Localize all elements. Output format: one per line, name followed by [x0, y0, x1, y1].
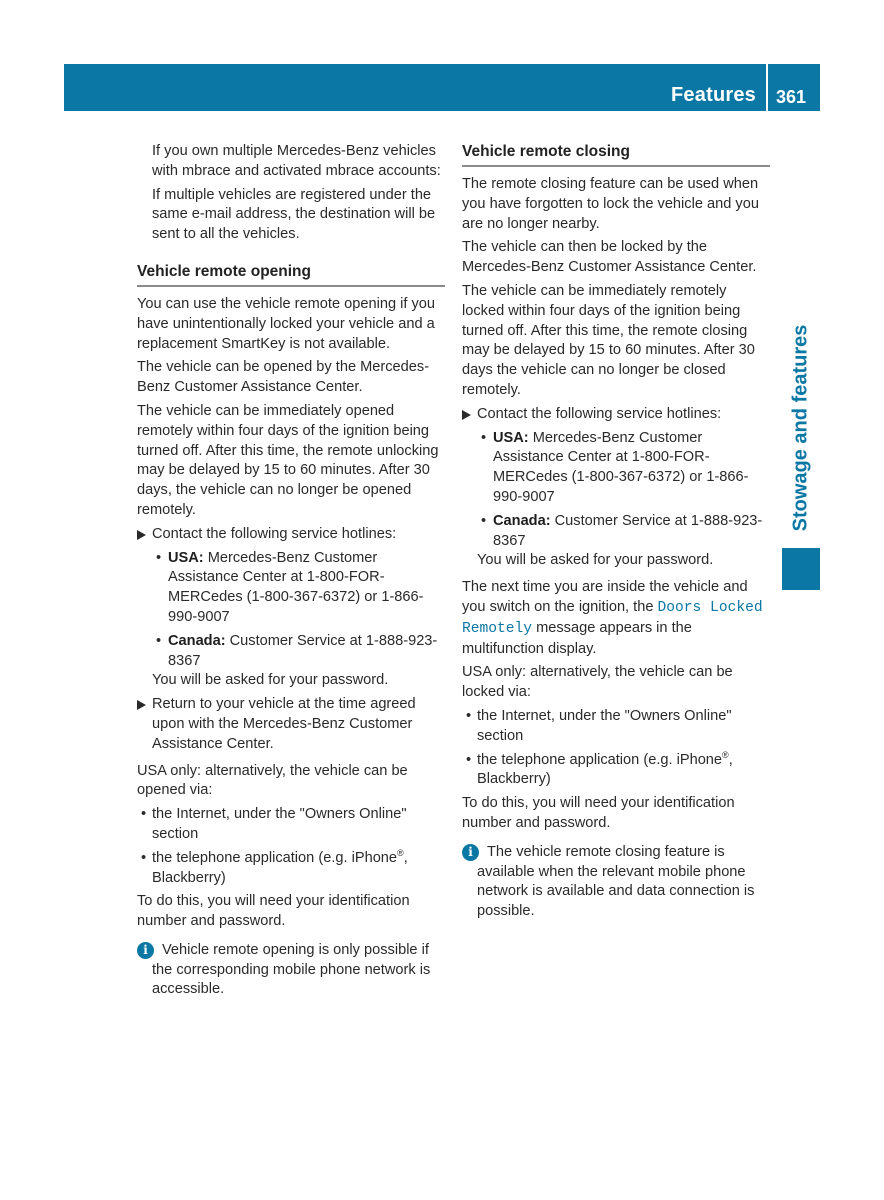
step-text: Contact the following service hotlines: — [152, 525, 397, 542]
hotline-label: USA: — [168, 549, 204, 566]
section-heading-remote-closing: Vehicle remote closing — [462, 142, 770, 167]
info-note-text: The vehicle remote closing feature is available when the relevant mobile phone network is available and data connection is possible. — [477, 843, 755, 920]
chapter-tab-marker — [782, 548, 820, 590]
alt-method-text: , Blackberry) — [152, 849, 408, 886]
info-note — [137, 941, 445, 1000]
alt-method-item — [462, 751, 770, 791]
chapter-tab-label: Stowage and features — [789, 324, 812, 532]
bullet-icon: • — [481, 512, 487, 529]
alt-method-text: the Internet, under the "Owners Online" section — [152, 806, 407, 842]
hotline-item — [137, 632, 445, 672]
paragraph: The remote closing feature can be used when you have forgotten to lock the vehicle and you are no longer nearby. — [462, 176, 759, 232]
paragraph: The vehicle can be opened by the Mercedes-Benz Customer Assistance Center. — [137, 359, 430, 396]
paragraph: The vehicle can then be locked by the Mercedes-Benz Customer Assistance Center. — [462, 239, 757, 276]
alt-method-text: the Internet, under the "Owners Online" section — [477, 707, 732, 744]
info-note-text: Vehicle remote opening is only possible if the corresponding mobile phone network is accessible. — [152, 941, 431, 998]
instruction-step — [137, 525, 445, 545]
registered-mark: ® — [397, 847, 404, 858]
instruction-step — [462, 405, 770, 425]
paragraph: You can use the vehicle remote opening if you have unintentionally locked your vehicle and a replacement SmartKey is not available. — [137, 295, 436, 352]
step-arrow-icon — [462, 410, 471, 420]
info-note — [462, 843, 770, 922]
registered-mark: ® — [722, 749, 729, 760]
hotline-item — [462, 512, 770, 552]
hotline-text: Customer Service at 1-888-923-8367 — [493, 512, 763, 549]
hotline-label: Canada: — [493, 512, 551, 529]
hotline-item — [462, 429, 770, 508]
bullet-icon: • — [141, 806, 147, 823]
bullet-icon: • — [141, 849, 147, 866]
step-text: Contact the following service hotlines: — [477, 405, 722, 422]
info-icon: i — [137, 942, 154, 959]
hotline-label: USA: — [493, 429, 529, 446]
paragraph: USA only: alternatively, the vehicle can be opened via: — [137, 762, 408, 799]
paragraph: To do this, you will need your identification number and password. — [137, 893, 410, 930]
page-header-bar — [64, 64, 820, 111]
bullet-icon: • — [156, 549, 162, 566]
bullet-icon: • — [466, 751, 472, 768]
display-message-paragraph — [462, 578, 770, 659]
bullet-icon: • — [481, 429, 487, 446]
alt-method-text: , Blackberry) — [477, 751, 733, 788]
hotline-label: Canada: — [168, 632, 226, 649]
section-title: Features — [671, 84, 756, 106]
step-arrow-icon — [137, 530, 146, 540]
intro-paragraph: If you own multiple Mercedes-Benz vehicles with mbrace and activated mbrace accounts: — [152, 143, 441, 179]
intro-paragraph: If multiple vehicles are registered under the same e-mail address, the destination will be sent to all the vehicles. — [152, 186, 436, 243]
alt-method-item — [137, 805, 445, 845]
hotline-text: Mercedes-Benz Customer Assistance Center at 1-800-FOR-MERCedes (1-800-367-6372) or 1-866-990-9007 — [493, 429, 749, 505]
step-arrow-icon — [137, 700, 146, 710]
hotline-text: Customer Service at 1-888-923-8367 — [168, 632, 438, 669]
bullet-icon: • — [156, 632, 162, 649]
right-column — [462, 142, 770, 922]
paragraph-text: The next time you are inside the vehicle and you switch on the ignition, the — [462, 579, 748, 615]
hotline-text: Mercedes-Benz Customer Assistance Center at 1-800-FOR-MERCedes (1-800-367-6372) or 1-866-990-9007 — [168, 549, 424, 625]
alt-method-text: the telephone application (e.g. iPhone — [152, 849, 398, 866]
info-icon: i — [462, 844, 479, 861]
password-note: You will be asked for your password. — [477, 552, 714, 569]
header-divider — [766, 64, 768, 111]
bullet-icon: • — [466, 707, 472, 724]
step-text: Return to your vehicle at the time agreed upon with the Mercedes-Benz Customer Assistance Center. — [152, 696, 416, 752]
paragraph: To do this, you will need your identification number and password. — [462, 795, 735, 831]
display-message: Doors Locked Remotely — [462, 599, 763, 637]
password-note: You will be asked for your password. — [152, 672, 389, 689]
alt-method-item — [462, 707, 770, 747]
paragraph: USA only: alternatively, the vehicle can be locked via: — [462, 664, 733, 701]
instruction-step — [137, 695, 445, 754]
page-number: 361 — [776, 87, 807, 107]
paragraph-text: message appears in the multifunction display. — [462, 619, 692, 657]
left-column — [137, 142, 445, 1000]
paragraph: The vehicle can be immediately opened remotely within four days of the ignition being turned off. After this time, the remote unlocking may be delayed by 15 to 60 minutes. After 30 days, the vehicle can no longer be opened remotely. — [137, 402, 439, 518]
section-heading-remote-opening: Vehicle remote opening — [137, 262, 445, 287]
alt-method-text: the telephone application (e.g. iPhone — [477, 751, 723, 768]
paragraph: The vehicle can be immediately remotely locked within four days of the ignition being turned off. After this time, the remote closing may be delayed by 15 to 60 minutes. After 30 days the vehicle can no longer be closed remotely. — [462, 282, 755, 398]
alt-method-item — [137, 849, 445, 889]
hotline-item — [137, 549, 445, 628]
